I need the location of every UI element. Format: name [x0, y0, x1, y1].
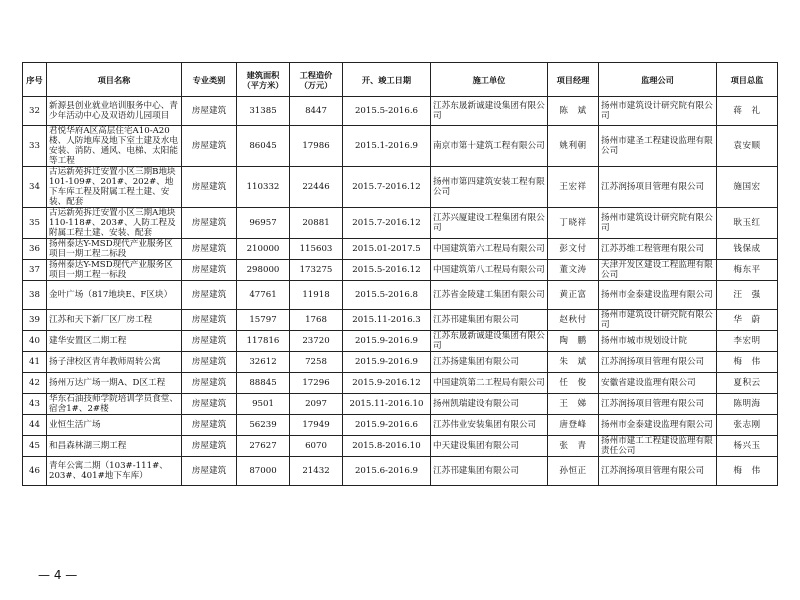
cell-dates: 2015.9-2016.9 — [343, 331, 431, 352]
cell-area: 210000 — [237, 239, 290, 260]
cell-project-name: 扬州泰达Y-MSD现代产业服务区项目一期工程一标段 — [47, 260, 182, 281]
cell-project-name: 扬州万达广场一期A、D区工程 — [47, 373, 182, 394]
cell-area: 9501 — [237, 394, 290, 415]
cell-category: 房屋建筑 — [182, 97, 237, 126]
cell-project-name: 君悦华府A区高层住宅A10-A20楼、人防地库及地下室土建及水电安装、消防、通风、电梯、太阳能等工程 — [47, 126, 182, 167]
header-area: 建筑面积（平方米） — [237, 63, 290, 97]
cell-cost: 2097 — [290, 394, 343, 415]
cell-project-manager: 王宏祥 — [548, 167, 599, 208]
cell-project-director: 陈明海 — [717, 394, 778, 415]
cell-no: 36 — [23, 239, 47, 260]
cell-project-name: 古运新苑拆迁安置小区三期A地块110-118#、203#、人防工程及附属工程土建、安装、配套 — [47, 208, 182, 239]
table-row — [23, 167, 778, 208]
cell-construction-unit: 江苏东晟新诚建设集团有限公司 — [431, 97, 548, 126]
cell-dates: 2015.9-2016.6 — [343, 415, 431, 436]
cell-dates: 2015.5-2016.8 — [343, 281, 431, 310]
header-category: 专业类别 — [182, 63, 237, 97]
table-row — [23, 97, 778, 126]
cell-cost: 21432 — [290, 457, 343, 486]
cell-dates: 2015.7-2016.12 — [343, 167, 431, 208]
cell-dates: 2015.9-2016.9 — [343, 352, 431, 373]
cell-dates: 2015.11-2016.3 — [343, 310, 431, 331]
table-row — [23, 352, 778, 373]
header-cost: 工程造价（万元） — [290, 63, 343, 97]
cell-no: 46 — [23, 457, 47, 486]
cell-dates: 2015.8-2016.10 — [343, 436, 431, 457]
table-row — [23, 310, 778, 331]
header-project-director: 项目总监 — [717, 63, 778, 97]
cell-project-manager: 董文涛 — [548, 260, 599, 281]
cell-project-name: 江苏和天下新厂区厂房工程 — [47, 310, 182, 331]
cell-no: 34 — [23, 167, 47, 208]
cell-no: 42 — [23, 373, 47, 394]
cell-project-manager: 姚利朝 — [548, 126, 599, 167]
cell-category: 房屋建筑 — [182, 208, 237, 239]
cell-area: 32612 — [237, 352, 290, 373]
table-row — [23, 415, 778, 436]
cell-project-manager: 彭文付 — [548, 239, 599, 260]
cell-supervision-company: 扬州市建筑设计研究院有限公司 — [599, 208, 717, 239]
table-row — [23, 457, 778, 486]
cell-project-director: 钱保成 — [717, 239, 778, 260]
cell-project-name: 青年公寓二期（103#-111#、203#、401#地下车库） — [47, 457, 182, 486]
cell-category: 房屋建筑 — [182, 167, 237, 208]
cell-project-director: 施国宏 — [717, 167, 778, 208]
cell-project-director: 梅 伟 — [717, 352, 778, 373]
cell-cost: 22446 — [290, 167, 343, 208]
cell-dates: 2015.6-2016.9 — [343, 457, 431, 486]
cell-supervision-company: 江苏润扬项目管理有限公司 — [599, 167, 717, 208]
cell-category: 房屋建筑 — [182, 457, 237, 486]
cell-construction-unit: 扬州凯瑞建设有限公司 — [431, 394, 548, 415]
cell-construction-unit: 江苏邗建集团有限公司 — [431, 457, 548, 486]
cell-project-manager: 任 俊 — [548, 373, 599, 394]
cell-area: 15797 — [237, 310, 290, 331]
cell-supervision-company: 扬州市建筑设计研究院有限公司 — [599, 310, 717, 331]
cell-area: 56239 — [237, 415, 290, 436]
cell-category: 房屋建筑 — [182, 415, 237, 436]
cell-supervision-company: 江苏润扬项目管理有限公司 — [599, 394, 717, 415]
cell-cost: 1768 — [290, 310, 343, 331]
cell-construction-unit: 中天建设集团有限公司 — [431, 436, 548, 457]
cell-project-name: 扬子津校区青年教师周转公寓 — [47, 352, 182, 373]
cell-construction-unit: 江苏兴厦建设工程集团有限公司 — [431, 208, 548, 239]
cell-no: 39 — [23, 310, 47, 331]
cell-area: 117816 — [237, 331, 290, 352]
cell-dates: 2015.9-2016.12 — [343, 373, 431, 394]
cell-category: 房屋建筑 — [182, 239, 237, 260]
cell-area: 88845 — [237, 373, 290, 394]
header-dates: 开、竣工日期 — [343, 63, 431, 97]
cell-cost: 8447 — [290, 97, 343, 126]
cell-project-manager: 赵秋付 — [548, 310, 599, 331]
cell-supervision-company: 江苏苏维工程管理有限公司 — [599, 239, 717, 260]
cell-project-name: 和昌森林湖三期工程 — [47, 436, 182, 457]
cell-area: 86045 — [237, 126, 290, 167]
cell-project-manager: 陶 鹏 — [548, 331, 599, 352]
header-construction-unit: 施工单位 — [431, 63, 548, 97]
cell-project-manager: 丁晓祥 — [548, 208, 599, 239]
header-project-name: 项目名称 — [47, 63, 182, 97]
cell-construction-unit: 江苏东晟新诚建设集团有限公司 — [431, 331, 548, 352]
cell-supervision-company: 扬州市金泰建设监理有限公司 — [599, 415, 717, 436]
cell-no: 45 — [23, 436, 47, 457]
cell-no: 38 — [23, 281, 47, 310]
table-row — [23, 126, 778, 167]
cell-area: 110332 — [237, 167, 290, 208]
cell-area: 87000 — [237, 457, 290, 486]
cell-category: 房屋建筑 — [182, 373, 237, 394]
cell-cost: 17949 — [290, 415, 343, 436]
cell-area: 31385 — [237, 97, 290, 126]
cell-project-name: 业恒生活广场 — [47, 415, 182, 436]
cell-no: 33 — [23, 126, 47, 167]
cell-dates: 2015.5-2016.6 — [343, 97, 431, 126]
cell-no: 32 — [23, 97, 47, 126]
cell-no: 44 — [23, 415, 47, 436]
cell-project-name: 金叶广场（817地块E、F区块） — [47, 281, 182, 310]
cell-cost: 17296 — [290, 373, 343, 394]
cell-area: 47761 — [237, 281, 290, 310]
cell-no: 35 — [23, 208, 47, 239]
cell-project-manager: 唐登峰 — [548, 415, 599, 436]
cell-project-name: 新源县创业就业培训服务中心、青少年活动中心及双语幼儿园项目 — [47, 97, 182, 126]
table-header-row — [23, 63, 778, 97]
cell-project-director: 蒋 礼 — [717, 97, 778, 126]
cell-supervision-company: 江苏润扬项目管理有限公司 — [599, 352, 717, 373]
cell-project-director: 汪 强 — [717, 281, 778, 310]
cell-supervision-company: 扬州市城市规划设计院 — [599, 331, 717, 352]
cell-project-name: 建华安置区二期工程 — [47, 331, 182, 352]
cell-category: 房屋建筑 — [182, 260, 237, 281]
header-no: 序号 — [23, 63, 47, 97]
cell-category: 房屋建筑 — [182, 281, 237, 310]
header-project-manager: 项目经理 — [548, 63, 599, 97]
cell-project-director: 杨兴玉 — [717, 436, 778, 457]
cell-supervision-company: 江苏润扬项目管理有限公司 — [599, 457, 717, 486]
cell-no: 43 — [23, 394, 47, 415]
cell-project-director: 梅东平 — [717, 260, 778, 281]
cell-construction-unit: 江苏伟业安装集团有限公司 — [431, 415, 548, 436]
cell-construction-unit: 扬州市第四建筑安装工程有限公司 — [431, 167, 548, 208]
cell-category: 房屋建筑 — [182, 394, 237, 415]
cell-project-director: 耿玉红 — [717, 208, 778, 239]
cell-project-director: 夏积云 — [717, 373, 778, 394]
cell-project-name: 扬州泰达Y-MSD现代产业服务区项目一期工程二标段 — [47, 239, 182, 260]
cell-cost: 17986 — [290, 126, 343, 167]
cell-area: 27627 — [237, 436, 290, 457]
cell-dates: 2015.11-2016.10 — [343, 394, 431, 415]
cell-construction-unit: 南京市第十建筑工程有限公司 — [431, 126, 548, 167]
cell-category: 房屋建筑 — [182, 310, 237, 331]
cell-supervision-company: 扬州市金泰建设监理有限公司 — [599, 281, 717, 310]
cell-project-director: 华 蔚 — [717, 310, 778, 331]
cell-supervision-company: 天津开发区建设工程监理有限公司 — [599, 260, 717, 281]
cell-supervision-company: 扬州市建圣工程建设监理有限公司 — [599, 126, 717, 167]
cell-area: 96957 — [237, 208, 290, 239]
cell-no: 40 — [23, 331, 47, 352]
cell-dates: 2015.01-2017.5 — [343, 239, 431, 260]
cell-supervision-company: 扬州市建工工程建设监理有限责任公司 — [599, 436, 717, 457]
cell-cost: 6070 — [290, 436, 343, 457]
cell-category: 房屋建筑 — [182, 331, 237, 352]
cell-category: 房屋建筑 — [182, 126, 237, 167]
cell-supervision-company: 扬州市建筑设计研究院有限公司 — [599, 97, 717, 126]
cell-category: 房屋建筑 — [182, 436, 237, 457]
cell-project-manager: 陈 斌 — [548, 97, 599, 126]
table-row — [23, 331, 778, 352]
table-row — [23, 436, 778, 457]
cell-project-manager: 孙恒正 — [548, 457, 599, 486]
table-row — [23, 208, 778, 239]
cell-construction-unit: 中国建筑第八工程局有限公司 — [431, 260, 548, 281]
cell-project-manager: 黄正富 — [548, 281, 599, 310]
cell-project-director: 梅 伟 — [717, 457, 778, 486]
cell-area: 298000 — [237, 260, 290, 281]
header-supervision-company: 监理公司 — [599, 63, 717, 97]
cell-cost: 7258 — [290, 352, 343, 373]
cell-category: 房屋建筑 — [182, 352, 237, 373]
cell-project-manager: 朱 斌 — [548, 352, 599, 373]
cell-cost: 20881 — [290, 208, 343, 239]
cell-construction-unit: 江苏省金陵建工集团有限公司 — [431, 281, 548, 310]
cell-project-manager: 张 青 — [548, 436, 599, 457]
cell-cost: 23720 — [290, 331, 343, 352]
cell-project-director: 李宏明 — [717, 331, 778, 352]
cell-project-manager: 王 娣 — [548, 394, 599, 415]
cell-construction-unit: 中国建筑第二工程局有限公司 — [431, 373, 548, 394]
cell-project-name: 古运新苑拆迁安置小区三期B地块101-109#、201#、202#、地下车库工程及附属工程土建、安装、配套 — [47, 167, 182, 208]
table-row — [23, 373, 778, 394]
projects-table — [22, 62, 778, 486]
table-row — [23, 260, 778, 281]
cell-project-director: 张志刚 — [717, 415, 778, 436]
cell-cost: 115603 — [290, 239, 343, 260]
cell-cost: 11918 — [290, 281, 343, 310]
cell-supervision-company: 安徽省建设监理有限公司 — [599, 373, 717, 394]
table-row — [23, 239, 778, 260]
cell-cost: 173275 — [290, 260, 343, 281]
page-number: — 4 — — [38, 568, 78, 582]
cell-dates: 2015.5-2016.12 — [343, 260, 431, 281]
cell-dates: 2015.7-2016.12 — [343, 208, 431, 239]
table-row — [23, 394, 778, 415]
cell-project-name: 华东石油技师学院培训学员食堂、宿舍1#、2#楼 — [47, 394, 182, 415]
cell-construction-unit: 中国建筑第六工程局有限公司 — [431, 239, 548, 260]
cell-construction-unit: 江苏邗建集团有限公司 — [431, 310, 548, 331]
cell-project-director: 袁安顺 — [717, 126, 778, 167]
table-row — [23, 281, 778, 310]
cell-dates: 2015.1-2016.9 — [343, 126, 431, 167]
cell-no: 41 — [23, 352, 47, 373]
cell-no: 37 — [23, 260, 47, 281]
cell-construction-unit: 江苏扬建集团有限公司 — [431, 352, 548, 373]
